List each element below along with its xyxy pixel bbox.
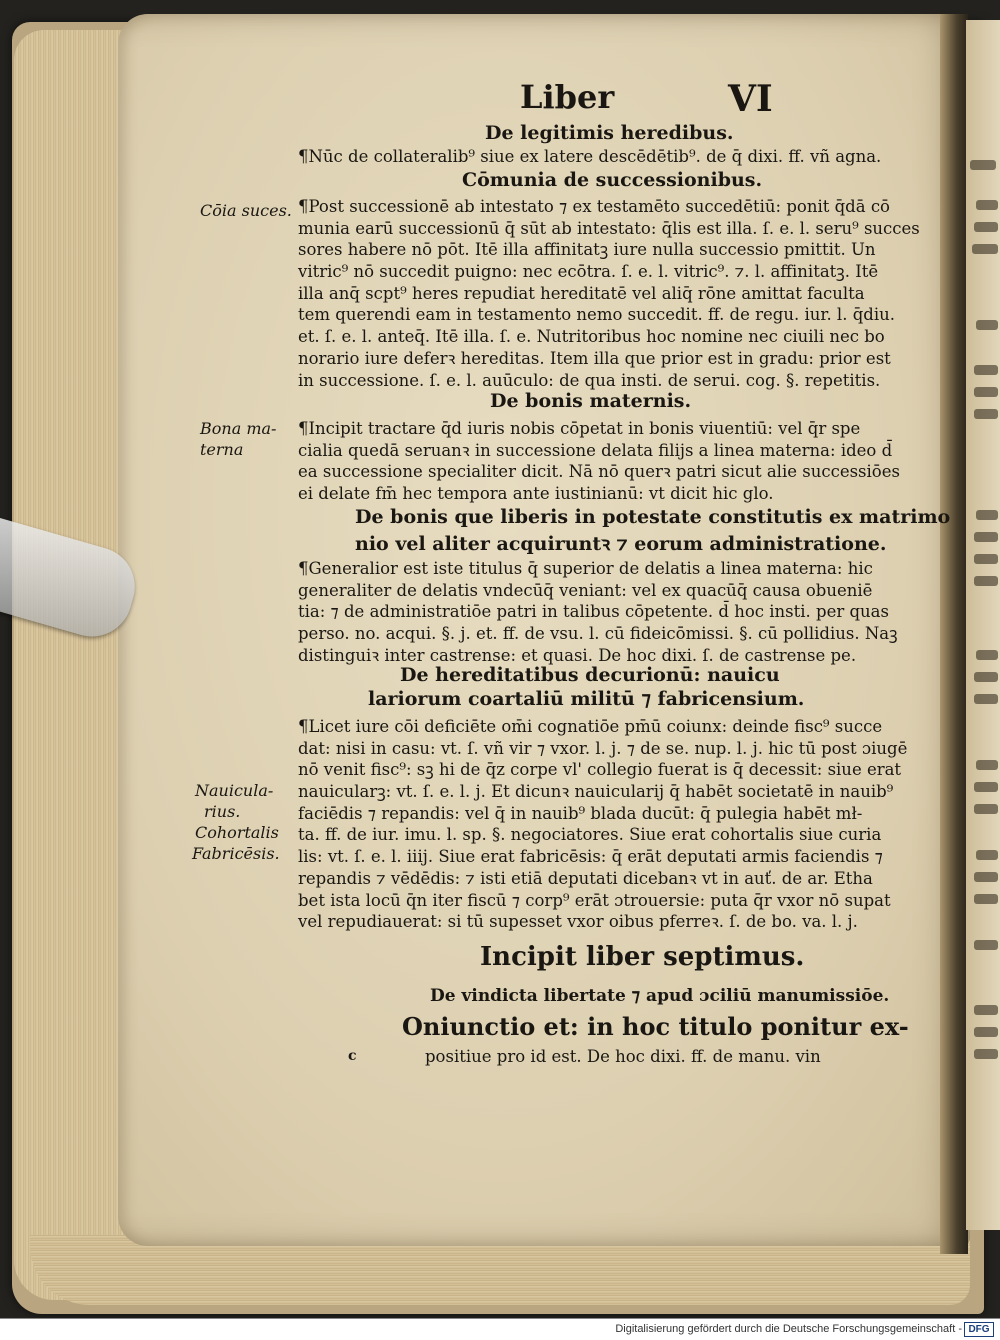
book-seven-line: positiue pro id est. De hoc dixi. ff. de manu. vin [425,1047,821,1066]
text-line: ea successione specialiter dicit. Nā nō querꝛ patri sicut alie successiōes [298,462,900,482]
section-title: De bonis que liberis in potestate constitutis ex matrimo [355,506,951,528]
text-line: bet ista locū q̄n iter fiscū ⁊ corp⁹ erāt ɔtrouersie: puta q̄r vxor nō supat [298,890,891,910]
text-line: faciēdis ⁊ repandis: vel q̄ in nauib⁹ blada ducūt: q̄ pulegia habēt mł- [298,803,863,823]
text-line: vitric⁹ nō succedit puigno: nec ecōtra. ſ. e. l. vitric⁹. ⁊. l. affinitatꝫ. Itē [298,262,879,282]
margin-note: Bona ma- [200,419,277,438]
margin-note: Fabricēsis. [192,844,280,863]
book-seven-heading: Incipit liber septimus. [480,942,805,972]
margin-note: Nauicula- [195,781,274,800]
text-line: ¶Nūc de collateralib⁹ siue ex latere descēdētib⁹. de q̄ dixi. ff. vñ agna. [298,147,882,166]
text-line: tem querendi eam in testamento nemo succedit. ff. de regu. iur. l. q̄diu. [298,305,895,325]
text-line: vel repudiauerat: si tū supesset vxor oibus pferreꝛ. ſ. de bo. va. l. j. [298,912,858,932]
text-line: cialia quedā seruanꝛ in successione delata filijs a linea materna: ideo d̄ [298,440,893,460]
margin-note: terna [200,440,244,459]
text-line: ei delate fm̄ hec tempora ante iustinianū: vt dicit hic glo. [298,484,774,504]
section-title: Cōmunia de successionibus. [462,169,763,191]
section-body [298,418,900,505]
section-body [298,716,907,933]
margin-note: Cohortalis [195,823,279,842]
margin-note: Cōia suces. [200,201,292,220]
text-line: ¶Licet iure cōi deficiēte om̄i cognatiōe pm̄ū coiunx: deinde fisc⁹ succe [298,717,883,736]
digitization-footer [0,1318,1000,1340]
text-line: ¶Incipit tractare q̄d iuris nobis cōpetat in bonis viuentiū: vel q̄r spe [298,419,861,438]
facing-page-edge [966,20,1000,1230]
section-body [298,196,920,391]
book-gutter [940,14,968,1254]
section-title: De bonis maternis. [490,390,692,412]
text-line: sores habere nō pōt. Itē illa affinitatꝫ iure nulla successio pmittit. Un [298,240,876,260]
text-line: tia: ⁊ de administratiōe patri in talibus cōpetente. d̄ hoc insti. per quas [298,602,889,622]
text-line: ¶Generalior est iste titulus q̄ superior de delatis a linea materna: hic [298,559,873,578]
text-line: ta. ff. de iur. imu. l. sp. §. negociatores. Siue erat cohortalis siue curia [298,825,882,845]
text-line: munia earū successionū q̄ sūt ab intestato: q̄lis est illa. ſ. e. l. seru⁹ succes [298,218,920,238]
running-header-book-number: VI [728,78,773,120]
text-line: perso. no. acqui. §. j. et. ff. de vsu. l. cū fideicōmissi. §. cū pollidius. Naꝫ [298,624,898,644]
margin-note: rius. [204,802,241,821]
page-edges-left [14,30,134,1300]
signature-mark: c [348,1048,357,1064]
text-line: illa anq̄ scpt⁹ heres repudiat hereditatē vel aliq̄ rōne amittat faculta [298,283,865,303]
section-title: De legitimis heredibus. [485,122,734,144]
text-line: lis: vt. ſ. e. l. iiij. Siue erat fabricēsis: q̄ erāt deputati armis faciendis ⁊ [298,847,883,867]
footer-text: Digitalisierung gefördert durch die Deutsche Forschungsgemeinschaft - [615,1323,962,1335]
text-line: generaliter de delatis vndecūq̄ veniant: vel ex quacūq̄ causa obueniē [298,580,873,600]
text-line: nō venit fisc⁹: sꝫ hi de q̄z corpe vl' collegio fuerat is q̄ decessit: siue erat [298,760,902,780]
book-seven-line: Oniunctio et: in hoc titulo ponitur ex- [402,1012,909,1041]
section-title: De hereditatibus decurionū: nauicu [400,664,780,686]
section-title-continued: lariorum coartaliū militū ⁊ fabricensium. [368,688,805,710]
text-line: repandis ⁊ vēdēdis: ⁊ isti etiā deputati dicebanꝛ vt in auť. de ar. Etha [298,868,873,888]
running-header-liber: Liber [520,78,615,116]
dfg-logo: DFG [964,1322,994,1337]
section-title-continued: nio vel aliter acquiruntꝛ ⁊ eorum administratione. [355,533,887,555]
book-seven-subtitle: De vindicta libertate ⁊ apud ɔciliū manumissiōe. [430,986,890,1006]
text-line: nauicularꝫ: vt. ſ. e. l. j. Et dicunꝛ nauicularij q̄ habēt societatē in nauib⁹ [298,782,894,802]
text-line: in successione. ſ. e. l. auūculo: de qua insti. de serui. cog. §. repetitis. [298,370,881,390]
section-body [298,558,898,666]
text-line: dat: nisi in casu: vt. ſ. vñ vir ⁊ vxor. l. j. ⁊ de se. nup. l. j. hic tū post ɔiugē [298,738,908,758]
text-line: norario iure deferꝛ hereditas. Item illa que prior est in gradu: prior est [298,348,891,368]
text-line: et. ſ. e. l. anteq̄. Itē illa. ſ. e. Nutritoribus hoc nomine nec ciuili nec bo [298,327,885,347]
text-line: ¶Post successionē ab intestato ⁊ ex testamēto succedētiū: ponit q̄dā cō [298,197,890,216]
text-line: distinguiꝛ inter castrense: et quasi. De hoc dixi. ſ. de castrense pe. [298,645,857,665]
